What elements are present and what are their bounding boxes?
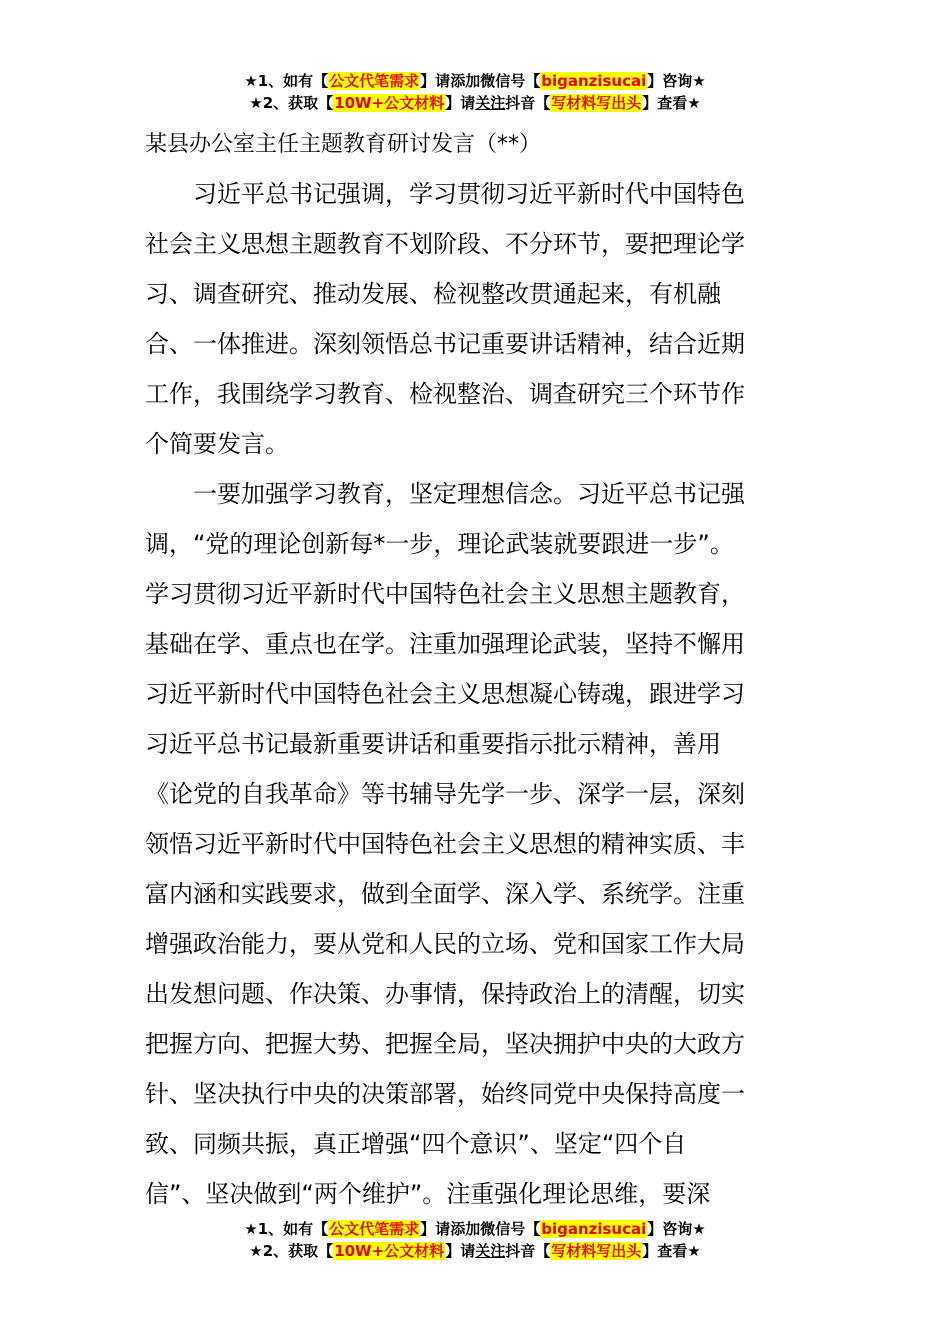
text-line: 出发想问题、作决策、办事情，保持政治上的清醒，切实 <box>145 980 745 1008</box>
text-line: 一要加强学习教育，坚定理想信念。习近平总书记强 <box>193 480 745 508</box>
text-line: 信”、坚决做到“两个维护”。注重强化理论思维，要深 <box>145 1180 711 1208</box>
douyin-id-highlight: 写材料写出头 <box>551 1242 642 1260</box>
banner-text: 】咨询★ <box>647 72 706 90</box>
text-line: 习近平总书记强调，学习贯彻习近平新时代中国特色 <box>193 180 745 208</box>
text-line: 调，“党的理论创新每*一步，理论武装就要跟进一步”。 <box>145 530 734 558</box>
banner-text: 抖音【 <box>505 1242 551 1260</box>
wechat-id-highlight: biganzisucai <box>541 1220 647 1238</box>
banner-highlight: 公文代笔需求 <box>329 1220 420 1238</box>
banner-text: ★1、如有【 <box>244 72 329 90</box>
banner-text: ★1、如有【 <box>244 1220 329 1238</box>
text-line: 习近平新时代中国特色社会主义思想凝心铸魂，跟进学习 <box>145 680 745 708</box>
text-line: 个简要发言。 <box>145 430 289 458</box>
text-line: 增强政治能力，要从党和人民的立场、党和国家工作大局 <box>145 930 745 958</box>
banner-highlight: 10W+公文材料 <box>334 94 445 112</box>
text-line: 合、一体推进。深刻领悟总书记重要讲话精神，结合近期 <box>145 330 745 358</box>
text-line: 把握方向、把握大势、把握全局，坚决拥护中央的大政方 <box>145 1030 745 1058</box>
banner-emphasis: 关注 <box>475 94 506 112</box>
banner-highlight: 公文代笔需求 <box>329 72 420 90</box>
text-line: 工作，我围绕学习教育、检视整治、调查研究三个环节作 <box>145 380 745 408</box>
text-line: 基础在学、重点也在学。注重加强理论武装，坚持不懈用 <box>145 630 745 658</box>
text-line: 社会主义思想主题教育不划阶段、不分环节，要把理论学 <box>145 230 745 258</box>
banner-text: 】咨询★ <box>647 1220 706 1238</box>
text-line: 《论党的自我革命》等书辅导先学一步、深学一层，深刻 <box>145 780 745 808</box>
banner-text: 微信号【 <box>480 1220 541 1238</box>
banner-text: 】查看★ <box>642 1242 701 1260</box>
banner-text: 】请 <box>420 72 451 90</box>
paragraph <box>145 169 810 469</box>
text-line: 致、同频共振，真正增强“四个意识”、坚定“四个自 <box>145 1130 687 1158</box>
text-line: 习近平总书记最新重要讲话和重要指示批示精神，善用 <box>145 730 721 758</box>
text-line: 习、调查研究、推动发展、检视整改贯通起来，有机融 <box>145 280 721 308</box>
banner-emphasis: 关注 <box>475 1242 506 1260</box>
page-title: 某县办公室主任主题教育研讨发言（**） <box>145 132 542 157</box>
banner-text: 】请 <box>445 94 476 112</box>
text-line: 针、坚决执行中央的决策部署，始终同党中央保持高度一 <box>145 1080 745 1108</box>
bottom-banner <box>0 1218 950 1262</box>
top-banner <box>0 70 950 114</box>
douyin-id-highlight: 写材料写出头 <box>551 94 642 112</box>
banner-text: ★2、获取【 <box>249 1242 334 1260</box>
banner-line-1 <box>0 70 950 92</box>
banner-text: 】请 <box>420 1220 451 1238</box>
banner-text: 】查看★ <box>642 94 701 112</box>
banner-text: 抖音【 <box>505 94 551 112</box>
banner-line-2 <box>0 92 950 114</box>
document-body <box>145 169 810 1219</box>
paragraph <box>145 469 810 1219</box>
text-line: 领悟习近平新时代中国特色社会主义思想的精神实质、丰 <box>145 830 745 858</box>
wechat-id-highlight: biganzisucai <box>541 72 647 90</box>
banner-highlight: 10W+公文材料 <box>334 1242 445 1260</box>
banner-emphasis: 添加 <box>450 1220 481 1238</box>
banner-text: 】请 <box>445 1242 476 1260</box>
banner-text: 微信号【 <box>480 72 541 90</box>
text-line: 学习贯彻习近平新时代中国特色社会主义思想主题教育， <box>145 580 745 608</box>
text-line: 富内涵和实践要求，做到全面学、深入学、系统学。注重 <box>145 880 745 908</box>
banner-line-1 <box>0 1218 950 1240</box>
banner-emphasis: 添加 <box>450 72 481 90</box>
banner-line-2 <box>0 1240 950 1262</box>
banner-text: ★2、获取【 <box>249 94 334 112</box>
